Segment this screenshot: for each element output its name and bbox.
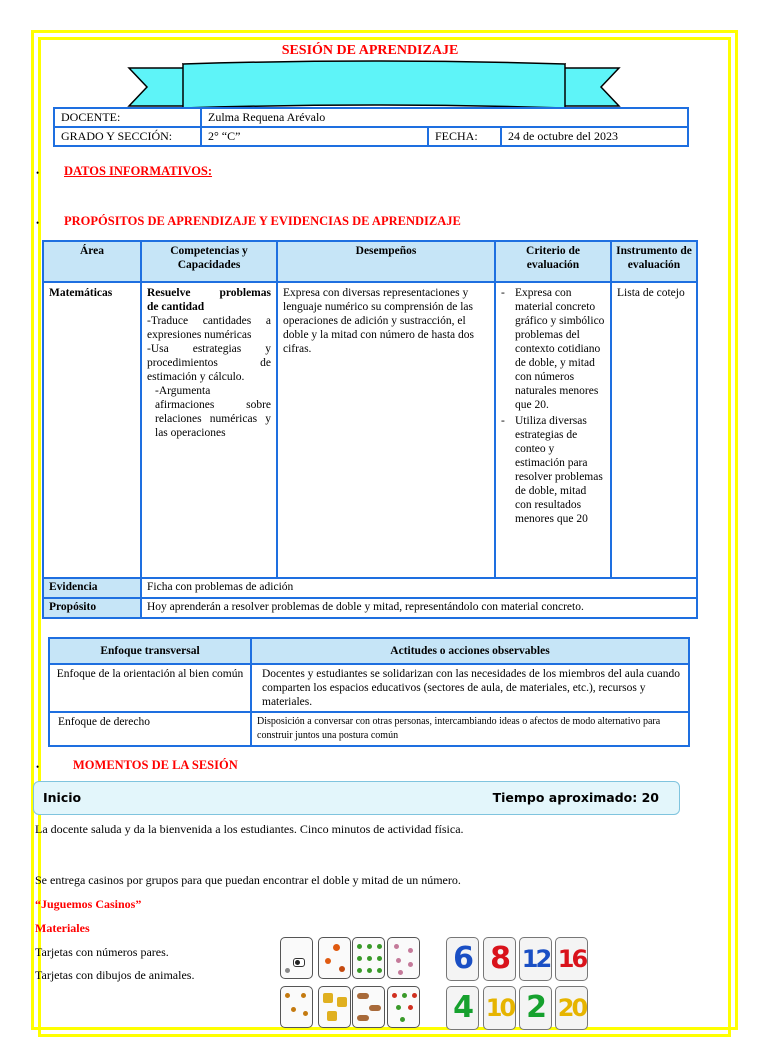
enfoque-cell: Enfoque de la orientación al bien común: [49, 664, 251, 712]
enfoque-cell: Enfoque de derecho: [49, 712, 251, 746]
number-card: [519, 986, 552, 1030]
docente-value: Zulma Requena Arévalo: [201, 108, 688, 127]
section-momentos: MOMENTOS DE LA SESIÓN: [73, 758, 238, 772]
animal-card: [280, 986, 313, 1028]
instrumento-cell: Lista de cotejo: [611, 282, 697, 578]
proposito-value: Hoy aprenderán a resolver problemas de doble y mitad, representándolo con material concreto.: [141, 598, 697, 618]
bullet: •: [36, 168, 40, 178]
capacidad-1: -Traduce cantidades a expresiones numéricas: [147, 315, 271, 341]
grado-label: GRADO Y SECCIÓN:: [54, 127, 201, 146]
evidencia-label: Evidencia: [43, 578, 141, 598]
number-card-value: 2: [526, 990, 545, 1025]
number-card: [483, 937, 516, 981]
fecha-value: 24 de octubre del 2023: [501, 127, 688, 146]
criterio-cell: [495, 282, 611, 578]
capacidad-2: -Usa estrategias y procedimientos de estimación y cálculo.: [147, 343, 271, 383]
number-card: [555, 937, 588, 981]
criterio-item: - Utiliza diversas estrategias de conteo y estimación para resolver problemas de doble, mitad con resultados menores que 20: [501, 414, 605, 526]
animal-card: [280, 937, 313, 979]
inicio-bar: [33, 781, 680, 815]
number-card: [519, 937, 552, 981]
number-card-value: 16: [557, 945, 586, 973]
paragraph-saludo: La docente saluda y da la bienvenida a los estudiantes. Cinco minutos de actividad física.: [35, 822, 464, 836]
header-actitudes: Actitudes o acciones observables: [251, 638, 689, 664]
area-cell: Matemáticas: [43, 282, 141, 578]
paragraph-casinos: Se entrega casinos por grupos para que puedan encontrar el doble y mitad de un número.: [35, 873, 461, 887]
grado-value: 2° “C”: [201, 127, 428, 146]
competencia-title-1: Resuelve problemas: [147, 287, 271, 299]
fecha-label: FECHA:: [428, 127, 501, 146]
inicio-label: Inicio: [43, 790, 82, 805]
number-card-value: 4: [453, 990, 472, 1025]
material-item-1: Tarjetas con números pares.: [35, 945, 169, 959]
page-title: SESIÓN DE APRENDIZAJE: [281, 43, 459, 58]
header-area: Área: [43, 241, 141, 282]
actitud-cell: Docentes y estudiantes se solidarizan con las necesidades de los miembros del aula cuando comparten los espacios educativos (sectores de aula, de materiales, etc.), recursos y materiales.: [251, 664, 689, 712]
material-item-2: Tarjetas con dibujos de animales.: [35, 968, 195, 982]
header-competencias: Competencias y Capacidades: [141, 241, 277, 282]
section-datos-informativos: DATOS INFORMATIVOS:: [64, 164, 213, 178]
number-card-value: 8: [490, 941, 509, 976]
evidencia-value: Ficha con problemas de adición: [141, 578, 697, 598]
enfoque-table: [48, 637, 690, 747]
section-propositos: PROPÓSITOS DE APRENDIZAJE Y EVIDENCIAS DE APRENDIZAJE: [64, 214, 461, 228]
animal-card: [318, 986, 351, 1028]
header-instrumento: Instrumento de evaluación: [611, 241, 697, 282]
bullet: •: [36, 218, 40, 228]
docente-table: [53, 107, 689, 147]
animal-card: [318, 937, 351, 979]
competencia-title-2: de cantidad: [147, 301, 205, 313]
header-criterio: Criterio de evaluación: [495, 241, 611, 282]
competencias-cell: [141, 282, 277, 578]
capacidad-3: -Argumenta afirmaciones sobre relaciones numéricas y las operaciones: [155, 385, 271, 439]
desempeno-cell: Expresa con diversas representaciones y lenguaje numérico su comprensión de las operaciones de adición y sustracción, el doble y la mitad con número de hasta dos cifras.: [277, 282, 495, 578]
number-card-value: 20: [557, 994, 586, 1022]
number-card: [483, 986, 516, 1030]
number-card-value: 10: [485, 994, 514, 1022]
number-card: [446, 937, 479, 981]
animal-card: [352, 986, 385, 1028]
materiales-title: Materiales: [35, 921, 90, 935]
bullet: •: [36, 762, 40, 772]
tiempo-aproximado: Tiempo aproximado: 20: [492, 790, 659, 805]
propositos-table: [42, 240, 698, 619]
header-desempenos: Desempeños: [277, 241, 495, 282]
header-enfoque: Enfoque transversal: [49, 638, 251, 664]
criterio-item: - Expresa con material concreto gráfico y simbólico problemas del contexto cotidiano de doble, y mitad con números naturales menores que 20.: [501, 286, 605, 412]
docente-label: DOCENTE:: [54, 108, 201, 127]
animal-card: [352, 937, 385, 979]
number-card: [446, 986, 479, 1030]
number-card: [555, 986, 588, 1030]
actitud-cell: Disposición a conversar con otras personas, intercambiando ideas o afectos de modo alternativo para construir juntos una postura común: [251, 712, 689, 746]
animal-card: [387, 986, 420, 1028]
proposito-label: Propósito: [43, 598, 141, 618]
juguemos-casinos-title: “Juguemos Casinos”: [35, 897, 142, 911]
animal-card: [387, 937, 420, 979]
number-card-value: 6: [453, 941, 472, 976]
number-card-value: 12: [521, 945, 550, 973]
